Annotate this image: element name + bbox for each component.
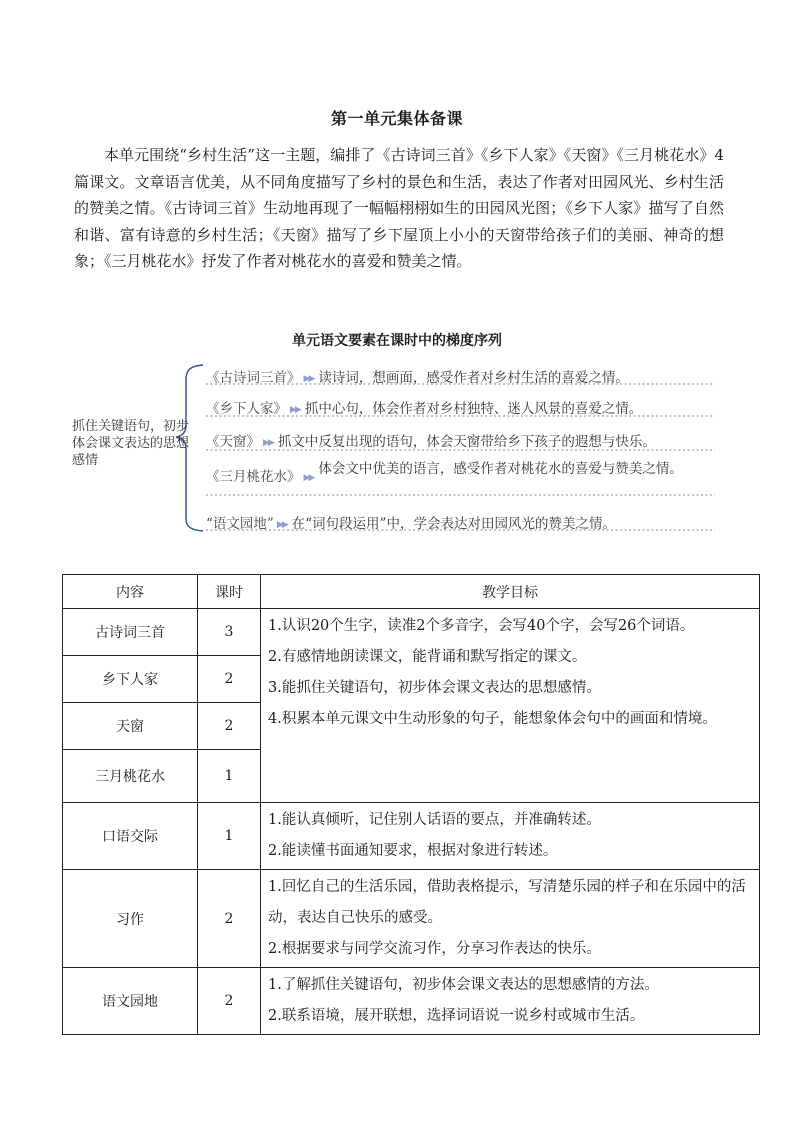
lesson-name: 三月桃花水 xyxy=(63,750,198,803)
lesson-name: 古诗词三首 xyxy=(63,609,198,656)
goal-item: 2.有感情地朗读课文，能背诵和默写指定的课文。 xyxy=(268,649,587,665)
unit-introduction: 本单元围绕“乡村生活”这一主题，编排了《古诗词三首》《乡下人家》《天窗》《三月桃花水》4篇课文。文章语言优美，从不同角度描写了乡村的景色和生活，表达了作者对田园风光、乡村生活的赞美之情。《古诗词三首》生动地再现了一幅幅栩栩如生的田园风光图；《乡下人家》描写了自然和谐、富有诗意的乡村生活；《天窗》描写了乡下屋顶上小小的天窗带给孩子们的美丽、神奇的想象；《三月桃花水》抒发了作者对桃花水的喜爱和赞美之情。 xyxy=(74,146,724,271)
sequence-item xyxy=(206,512,616,532)
goal-item: 2.根据要求与同学交流习作，分享习作表达的快乐。 xyxy=(268,941,601,957)
sequence-desc: 在“词句段运用”中，学会表达对田园风光的赞美之情。 xyxy=(291,516,616,532)
column-header-content: 内容 xyxy=(63,575,198,609)
lesson-hours: 2 xyxy=(198,870,261,968)
column-header-hours: 课时 xyxy=(198,575,261,609)
lesson-name: 习作 xyxy=(63,870,198,968)
sequence-desc: 抓文中反复出现的语句，体会天窗带给乡下孩子的遐想与快乐。 xyxy=(277,434,656,450)
goal-item: 1.能认真倾听，记住别人话语的要点，并准确转述。 xyxy=(268,812,601,828)
goal-item: 1.认识20个生字，读准2个多音字，会写40个字，会写26个词语。 xyxy=(268,618,695,634)
lesson-name: 乡下人家 xyxy=(63,656,198,703)
lesson-name: 语文园地 xyxy=(63,968,198,1035)
goals-cell xyxy=(261,609,760,803)
lesson-hours: 2 xyxy=(198,968,261,1035)
sequence-desc: 抓中心句，体会作者对乡村独特、迷人风景的喜爱之情。 xyxy=(304,401,643,417)
table-row xyxy=(63,968,760,1035)
sequence-lesson: 《乡下人家》 xyxy=(206,401,287,417)
sequence-item xyxy=(206,461,726,486)
sequence-lesson: “语文园地” xyxy=(206,516,274,532)
lesson-hours: 3 xyxy=(198,609,261,656)
table-header-row xyxy=(63,575,760,609)
table-row xyxy=(63,803,760,870)
double-arrow-icon: ▶▶ xyxy=(276,520,287,530)
left-note: 抓住关键语句，初步体会课文表达的思想感情 xyxy=(72,419,190,468)
double-arrow-icon: ▶▶ xyxy=(290,405,300,415)
sequence-item xyxy=(206,430,656,450)
lesson-hours: 1 xyxy=(198,750,261,803)
sequence-desc: 体会文中优美的语言，感受作者对桃花水的喜爱与赞美之情。 xyxy=(318,461,683,477)
goal-item: 2.能读懂书面通知要求，根据对象进行转述。 xyxy=(268,843,558,859)
double-arrow-icon: ▶▶ xyxy=(263,438,273,448)
lesson-hours: 2 xyxy=(198,703,261,750)
sequence-lesson: 《三月桃花水》 xyxy=(206,469,301,485)
page-title: 第一单元集体备课 xyxy=(330,109,463,128)
goals-cell xyxy=(261,968,760,1035)
sequence-item xyxy=(206,397,642,417)
sequence-desc: 读诗词，想画面，感受作者对乡村生活的喜爱之情。 xyxy=(318,370,629,386)
double-arrow-icon: ▶▶ xyxy=(303,374,314,384)
lesson-name: 口语交际 xyxy=(63,803,198,870)
column-header-goals: 教学目标 xyxy=(261,575,760,609)
lesson-hours: 1 xyxy=(198,803,261,870)
sequence-item xyxy=(206,366,629,386)
sequence-lesson: 《天窗》 xyxy=(206,434,260,450)
teaching-goals-table xyxy=(62,574,760,1035)
table-row xyxy=(63,609,760,656)
goal-item: 1.了解抓住关键语句，初步体会课文表达的思想感情的方法。 xyxy=(268,977,659,993)
goal-item: 1.回忆自己的生活乐园，借助表格提示，写清楚乐园的样子和在乐园中的活动，表达自己快乐的感受。 xyxy=(268,879,746,926)
table-row xyxy=(63,870,760,968)
sequence-lesson: 《古诗词三首》 xyxy=(206,370,301,386)
lesson-name: 天窗 xyxy=(63,703,198,750)
goals-cell xyxy=(261,803,760,870)
double-arrow-icon: ▶▶ xyxy=(303,473,314,483)
sequence-title: 单元语文要素在课时中的梯度序列 xyxy=(292,333,502,349)
goal-item: 2.联系语境，展开联想，选择词语说一说乡村或城市生活。 xyxy=(268,1008,645,1024)
lesson-hours: 2 xyxy=(198,656,261,703)
goal-item: 3.能抓住关键语句，初步体会课文表达的思想感情。 xyxy=(268,680,601,696)
goals-cell xyxy=(261,870,760,968)
goal-item: 4.积累本单元课文中生动形象的句子，能想象体会句中的画面和情境。 xyxy=(268,711,717,727)
